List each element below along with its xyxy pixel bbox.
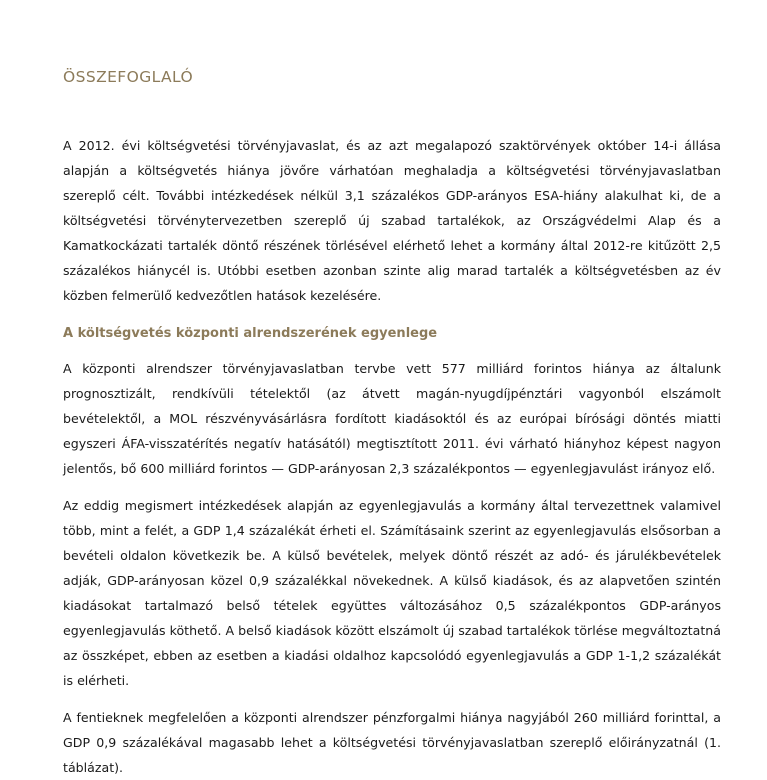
central-paragraph-1: A központi alrendszer törvényjavaslatban tervbe vett 577 milliárd forintos hiánya az általunk prognosztizált, rendkívüli tételektől (az átvett magán-nyugdíjpénztári vagyonból elszámolt bevételektől, a MOL részvényvásárlásra fordított kiadásoktól és az európai bírósági döntés miatti egyszeri ÁFA-visszatérítés negatív hatásától) megtisztított 2011. évi várható hiányhoz képest nagyon jelentős, bő 600 milliárd forintos — GDP-arányosan 2,3 százalékpontos — egyenlegjavulást irányoz elő. [63,361,721,476]
central-paragraph-2: Az eddig megismert intézkedések alapján az egyenlegjavulás a kormány által tervezettnek valamivel több, mint a felét, a GDP 1,4 százalékát érheti el. Számításaink szerint az egyenlegjavulás elsősorban a bevételi oldalon következik be. A külső bevételek, melyek döntő részét az adó- és járulékbevételek adják, GDP-arányosan közel 0,9 százalékkal növekednek. A külső kiadások, és az alapvetően szintén kiadásokat tartalmazó belső tételek együttes változásához 0,5 százalékpontos GDP-arányos egyenlegjavulás köthető. A belső kiadások között elszámolt új szabad tartalékok törlése megváltoztatná az összképet, ebben az esetben a kiadási oldalhoz kapcsolódó egyenlegjavulás a GDP 1-1,2 százalékát is elérheti. [63,498,721,688]
central-paragraph-3: A fentieknek megfelelően a központi alrendszer pénzforgalmi hiánya nagyjából 260 milliárd forinttal, a GDP 0,9 százalékával magasabb lehet a költségvetési törvényjavaslatban szereplő előirányzatnál (1. táblázat). [63,710,721,775]
document-body [63,133,721,780]
subsection-heading: A költségvetés központi alrendszerének egyenlege [63,326,438,341]
section-title: ÖSSZEFOGLALÓ [63,68,194,86]
intro-paragraph: A 2012. évi költségvetési törvényjavaslat, és az azt megalapozó szaktörvények október 14-i állása alapján a költségvetés hiánya jövőre várhatóan meghaladja a költségvetési törvényjavaslatban szereplő célt. További intézkedések nélkül 3,1 százalékos GDP-arányos ESA-hiány alakulhat ki, de a költségvetési törvénytervezetben szereplő új szabad tartalékok, az Országvédelmi Alap és a Kamatkockázati tartalék döntő részének törlésével elérhető lehet a kormány által 2012-re kitűzött 2,5 százalékos hiánycél is. Utóbbi esetben azonban szinte alig marad tartalék a költségvetésben az év közben felmerülő kedvezőtlen hatások kezelésére. [63,138,721,303]
